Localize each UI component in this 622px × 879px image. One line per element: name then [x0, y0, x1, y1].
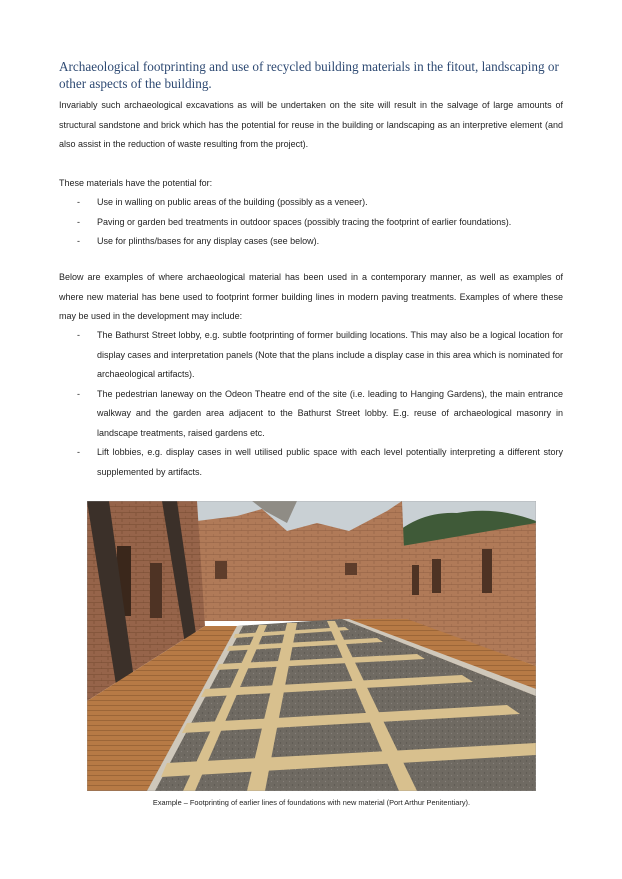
wall-window: [482, 549, 492, 593]
bullet-dash: -: [77, 236, 80, 246]
list-item-text: The Bathurst Street lobby, e.g. subtle footprinting of former building locations. This may also be a logical location for display cases and interpretation panels (Note that the plans include a display case in this area which is nominated for archaeological artifacts).: [97, 330, 563, 379]
wall-window: [215, 561, 227, 579]
footprinting-photo: [87, 501, 536, 791]
list-item-text: Use in walling on public areas of the building (possibly as a veneer).: [97, 197, 368, 207]
bullet-dash: -: [77, 216, 80, 227]
bullet-dash: -: [77, 197, 80, 207]
wall-window: [345, 563, 357, 575]
bullet-dash: -: [77, 447, 80, 457]
potential-lead-text: These materials have the potential for:: [59, 178, 213, 188]
locations-list: [59, 326, 563, 482]
examples-intro-paragraph: Below are examples of where archaeological material has been used in a contemporary manner, as well as examples of where new material has bene used to footprint former building lines in modern paving treatments. Examples of where these may be used in the development may include:: [59, 272, 563, 321]
list-item: [59, 443, 563, 482]
intro-paragraph: Invariably such archaeological excavations as will be undertaken on the site will result in the salvage of large amounts of structural sandstone and brick which has the potential for reuse in the building or landscaping as an interpretive element (and also assist in the reduction of waste resulting from the project).: [59, 100, 563, 149]
potential-uses-list: [59, 193, 563, 252]
list-item: [59, 385, 563, 444]
list-item-text: The pedestrian laneway on the Odeon Theatre end of the site (i.e. leading to Hanging Gardens), the main entrance walkway and the garden area adjacent to the Bathurst Street lobby. E.g. reuse of archaeological masonry in landscape treatments, raised gardens etc.: [97, 388, 563, 438]
bullet-dash: -: [77, 330, 80, 340]
section-heading: Archaeological footprinting and use of recycled building materials in the fitout, landscaping or other aspects of the building.: [59, 59, 559, 91]
list-item-text: Use for plinths/bases for any display cases (see below).: [97, 236, 320, 246]
list-item: [59, 193, 563, 213]
wall-window: [432, 559, 441, 593]
bullet-dash: -: [77, 388, 80, 399]
list-item-text: Paving or garden bed treatments in outdoor spaces (possibly tracing the footprint of earlier foundations).: [97, 216, 512, 227]
list-item: [59, 232, 563, 252]
list-item-text: Lift lobbies, e.g. display cases in well utilised public space with each level potentially interpreting a different story supplemented by artifacts.: [97, 447, 563, 477]
wall-window: [150, 563, 162, 618]
wall-window: [412, 565, 419, 595]
list-item: [59, 326, 563, 385]
photo-caption: Example – Footprinting of earlier lines of foundations with new material (Port Arthur Penitentiary).: [152, 798, 471, 807]
list-item: [59, 213, 563, 233]
